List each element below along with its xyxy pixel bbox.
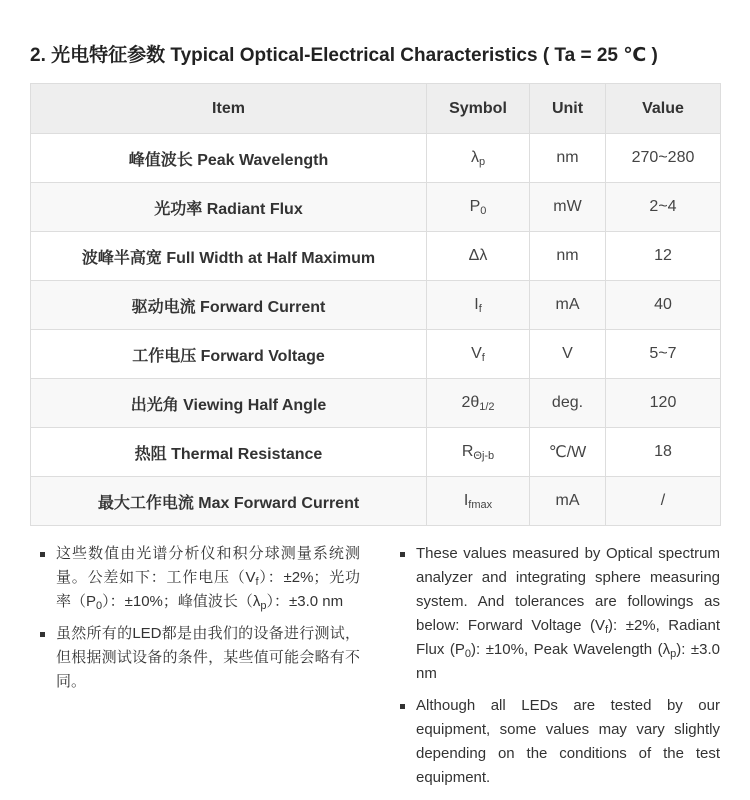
note-zh-1: 这些数值由光谱分析仪和积分球测量系统测量。公差如下：工作电压$(V_f)$：±2%；光功率$(P_0)$：±10%；峰值波长$(\lambda_p)$：±3.0 nm [38, 542, 360, 614]
unit-cell: nm [530, 134, 606, 183]
item-cell: 出光角 Viewing Half Angle [31, 379, 427, 428]
unit-cell: ℃/W [530, 428, 606, 477]
symbol-cell: $\lambda_p$ [427, 134, 530, 183]
note-zh-2: 虽然所有的LED都是由我们的设备进行测试，但根据测试设备的条件，某些值可能会略有不同。 [38, 622, 360, 694]
characteristics-table [30, 83, 721, 526]
value-cell: 270~280 [606, 134, 721, 183]
unit-cell: V [530, 330, 606, 379]
unit-cell: mA [530, 281, 606, 330]
symbol-cell: $I_f$ [427, 281, 530, 330]
symbol-cell: $2\theta_{1/2}$ [427, 379, 530, 428]
value-cell: 2~4 [606, 183, 721, 232]
bullet-icon [400, 704, 405, 709]
unit-cell: mW [530, 183, 606, 232]
unit-cell: deg. [530, 379, 606, 428]
table-row [31, 281, 721, 330]
notes-english [398, 542, 720, 798]
item-cell: 工作电压 Forward Voltage [31, 330, 427, 379]
unit-cell: mA [530, 477, 606, 526]
table-row [31, 379, 721, 428]
item-cell: 波峰半高宽 Full Width at Half Maximum [31, 232, 427, 281]
symbol-cell: $V_f$ [427, 330, 530, 379]
symbol-cell: Δλ [427, 232, 530, 281]
bullet-icon [40, 632, 45, 637]
header-unit: Unit [530, 84, 606, 134]
table-row [31, 183, 721, 232]
value-cell: 40 [606, 281, 721, 330]
symbol-cell: $R_{\Theta j-b}$ [427, 428, 530, 477]
table-row [31, 134, 721, 183]
header-symbol: Symbol [427, 84, 530, 134]
value-cell: 18 [606, 428, 721, 477]
table-row [31, 330, 721, 379]
item-cell: 热阻 Thermal Resistance [31, 428, 427, 477]
item-cell: 驱动电流 Forward Current [31, 281, 427, 330]
header-item: Item [31, 84, 427, 134]
note-en-2: Although all LEDs are tested by our equipment, some values may vary slightly depending on the conditions of the test equipment. [398, 694, 720, 790]
item-cell: 峰值波长 Peak Wavelength [31, 134, 427, 183]
table-header-row [31, 84, 721, 134]
header-value: Value [606, 84, 721, 134]
table-row [31, 232, 721, 281]
unit-cell: nm [530, 232, 606, 281]
value-cell: 120 [606, 379, 721, 428]
bullet-icon [40, 552, 45, 557]
item-cell: 最大工作电流 Max Forward Current [31, 477, 427, 526]
symbol-cell: $P_0$ [427, 183, 530, 232]
value-cell: 12 [606, 232, 721, 281]
table-row [31, 428, 721, 477]
bullet-icon [400, 552, 405, 557]
value-cell: / [606, 477, 721, 526]
notes-chinese [38, 542, 360, 702]
item-cell: 光功率 Radiant Flux [31, 183, 427, 232]
section-title: 2. 光电特征参数 Typical Optical-Electrical Characteristics ( Ta = 25 ℃ ) [30, 45, 658, 66]
table-row [31, 477, 721, 526]
note-en-1: These values measured by Optical spectrum analyzer and integrating sphere measuring system. And tolerances are followings as below: Forward Voltage $(V_f)$: ±2%, Radiant Flux $(P_0)$: ±10%, Peak Wavelength $(\lambda_p)$: ±3.0 nm [398, 542, 720, 686]
symbol-cell: $I_{fmax}$ [427, 477, 530, 526]
value-cell: 5~7 [606, 330, 721, 379]
